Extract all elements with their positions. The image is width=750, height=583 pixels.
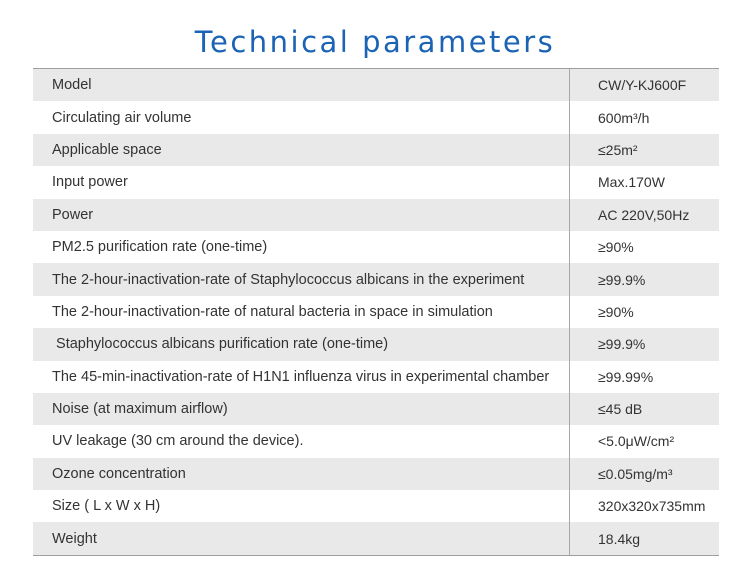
param-value: ≤0.05mg/m³ (569, 458, 719, 490)
table-row (33, 263, 719, 295)
param-value: ≤25m² (569, 134, 719, 166)
param-label: The 45-min-inactivation-rate of H1N1 influenza virus in experimental chamber (52, 368, 550, 385)
table-row (33, 393, 719, 425)
param-label: Circulating air volume (52, 109, 192, 126)
page-title: Technical parameters (194, 25, 556, 59)
table-row (33, 425, 719, 457)
table-row (33, 199, 719, 231)
param-value: CW/Y-KJ600F (569, 69, 719, 101)
param-label: Applicable space (52, 141, 162, 158)
table-row (33, 166, 719, 198)
param-value: ≤45 dB (569, 393, 719, 425)
param-value: 320x320x735mm (569, 490, 719, 522)
param-label: PM2.5 purification rate (one-time) (52, 239, 268, 256)
table-row (33, 490, 719, 522)
table-row (33, 231, 719, 263)
param-value: ≥99.9% (569, 328, 719, 360)
table-row (33, 522, 719, 554)
param-value: ≥99.99% (569, 361, 719, 393)
table-row (33, 134, 719, 166)
param-label: Ozone concentration (52, 465, 186, 482)
param-label: Staphylococcus albicans purification rate (one-time) (52, 336, 389, 353)
table-row (33, 101, 719, 133)
param-label: The 2-hour-inactivation-rate of Staphylococcus albicans in the experiment (52, 271, 525, 288)
table-row (33, 69, 719, 101)
param-label: Size ( L x W x H) (52, 498, 161, 515)
param-value: Max.170W (569, 166, 719, 198)
param-label: Weight (52, 530, 97, 547)
param-value: 600m³/h (569, 101, 719, 133)
param-label: UV leakage (30 cm around the device). (52, 433, 304, 450)
param-label: The 2-hour-inactivation-rate of natural bacteria in space in simulation (52, 303, 493, 320)
table-row (33, 361, 719, 393)
param-value: ≥90% (569, 296, 719, 328)
param-value: ≥99.9% (569, 263, 719, 295)
param-value: AC 220V,50Hz (569, 199, 719, 231)
spec-table (33, 68, 719, 556)
param-label: Model (52, 77, 92, 94)
param-value: ≥90% (569, 231, 719, 263)
param-label: Power (52, 206, 94, 223)
table-row (33, 458, 719, 490)
param-value: 18.4kg (569, 522, 719, 554)
param-label: Input power (52, 174, 128, 191)
param-value: <5.0μW/cm² (569, 425, 719, 457)
param-label: Noise (at maximum airflow) (52, 401, 228, 418)
table-row (33, 328, 719, 360)
table-row (33, 296, 719, 328)
